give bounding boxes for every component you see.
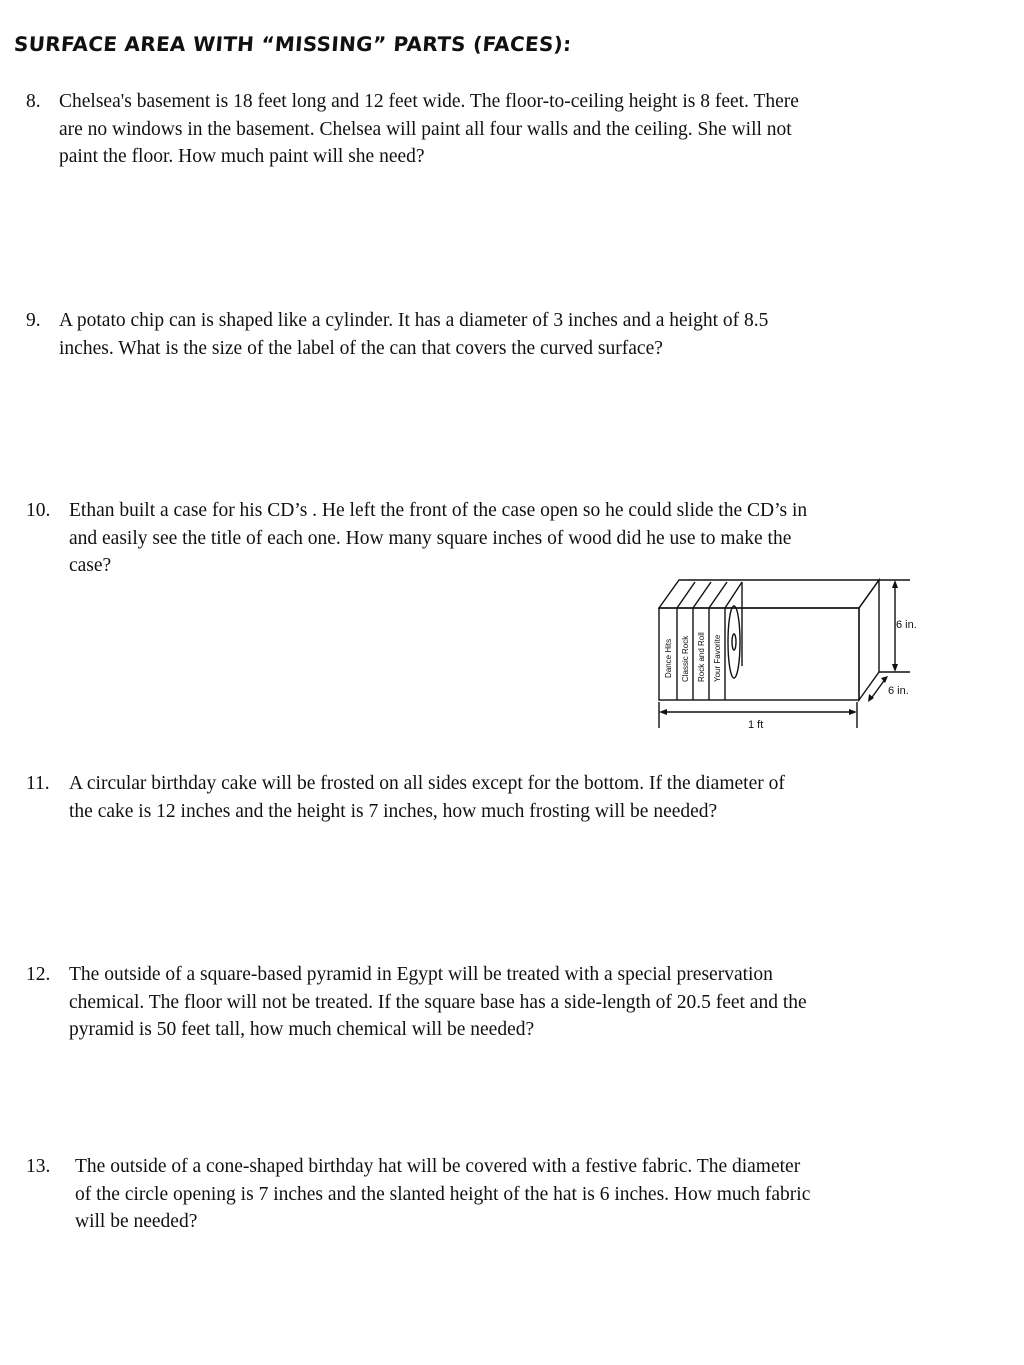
arrowhead [892,664,898,672]
question-11 [26,770,986,825]
arrowhead [892,580,898,588]
question-number: 13. [26,1156,51,1177]
question-text: Ethan built a case for his CD’s . He left the front of the case open so he could slide the CD’s in and easily see the title of each one. How many square inches of wood did he use to make the case? [69,500,808,576]
question-number: 11. [26,773,50,794]
question-9 [26,307,986,362]
height-label: 6 in. [896,619,917,631]
cd-spine-title: Classic Rock [681,635,690,682]
cd-spine-title: Your Favorite [713,634,722,682]
question-12 [26,961,1001,1044]
arrowhead [849,709,857,715]
arrowhead [881,676,888,683]
question-10 [26,497,986,580]
length-label: 1 ft [748,719,764,731]
question-text: A circular birthday cake will be frosted on all sides except for the bottom. If the diameter of the cake is 12 inches and the height is 7 inches, how much frosting will be needed? [69,773,785,822]
question-number: 8. [26,91,41,112]
question-text: Chelsea's basement is 18 feet long and 12 feet wide. The floor-to-ceiling height is 8 feet. There are no windows in the basement. Chelsea will paint all four walls and the ceiling. She will not paint the floor. How much paint will she need? [59,91,799,167]
question-text: A potato chip can is shaped like a cylinder. It has a diameter of 3 inches and a height of 8.5 inches. What is the size of the label of the can that covers the curved surface? [59,310,769,359]
question-text: The outside of a square-based pyramid in Egypt will be treated with a special preservation chemical. The floor will not be treated. If the square base has a side-length of 20.5 feet and the pyramid is 50 feet tall, how much chemical will be needed? [69,964,807,1040]
question-number: 12. [26,964,51,985]
cd-spine-title: Dance Hits [664,638,673,678]
cd-case-diagram [650,570,940,740]
cd-spine-title: Rock and Roll [697,632,706,682]
question-text: The outside of a cone-shaped birthday hat will be covered with a festive fabric. The diameter of the circle opening is 7 inches and the slanted height of the hat is 6 inches. How much fabric will be needed? [75,1156,811,1232]
question-13 [26,1153,1001,1236]
question-number: 10. [26,500,51,521]
cd-disc [728,606,740,678]
cd-case-drawing [650,570,940,740]
question-8 [26,88,986,171]
case-right-face [859,580,879,700]
case-top-face [659,580,879,608]
depth-label: 6 in. [888,685,909,697]
arrowhead [659,709,667,715]
question-number: 9. [26,310,41,331]
worksheet-heading: SURFACE AREA WITH “MISSING” PARTS (FACES): [13,32,573,56]
